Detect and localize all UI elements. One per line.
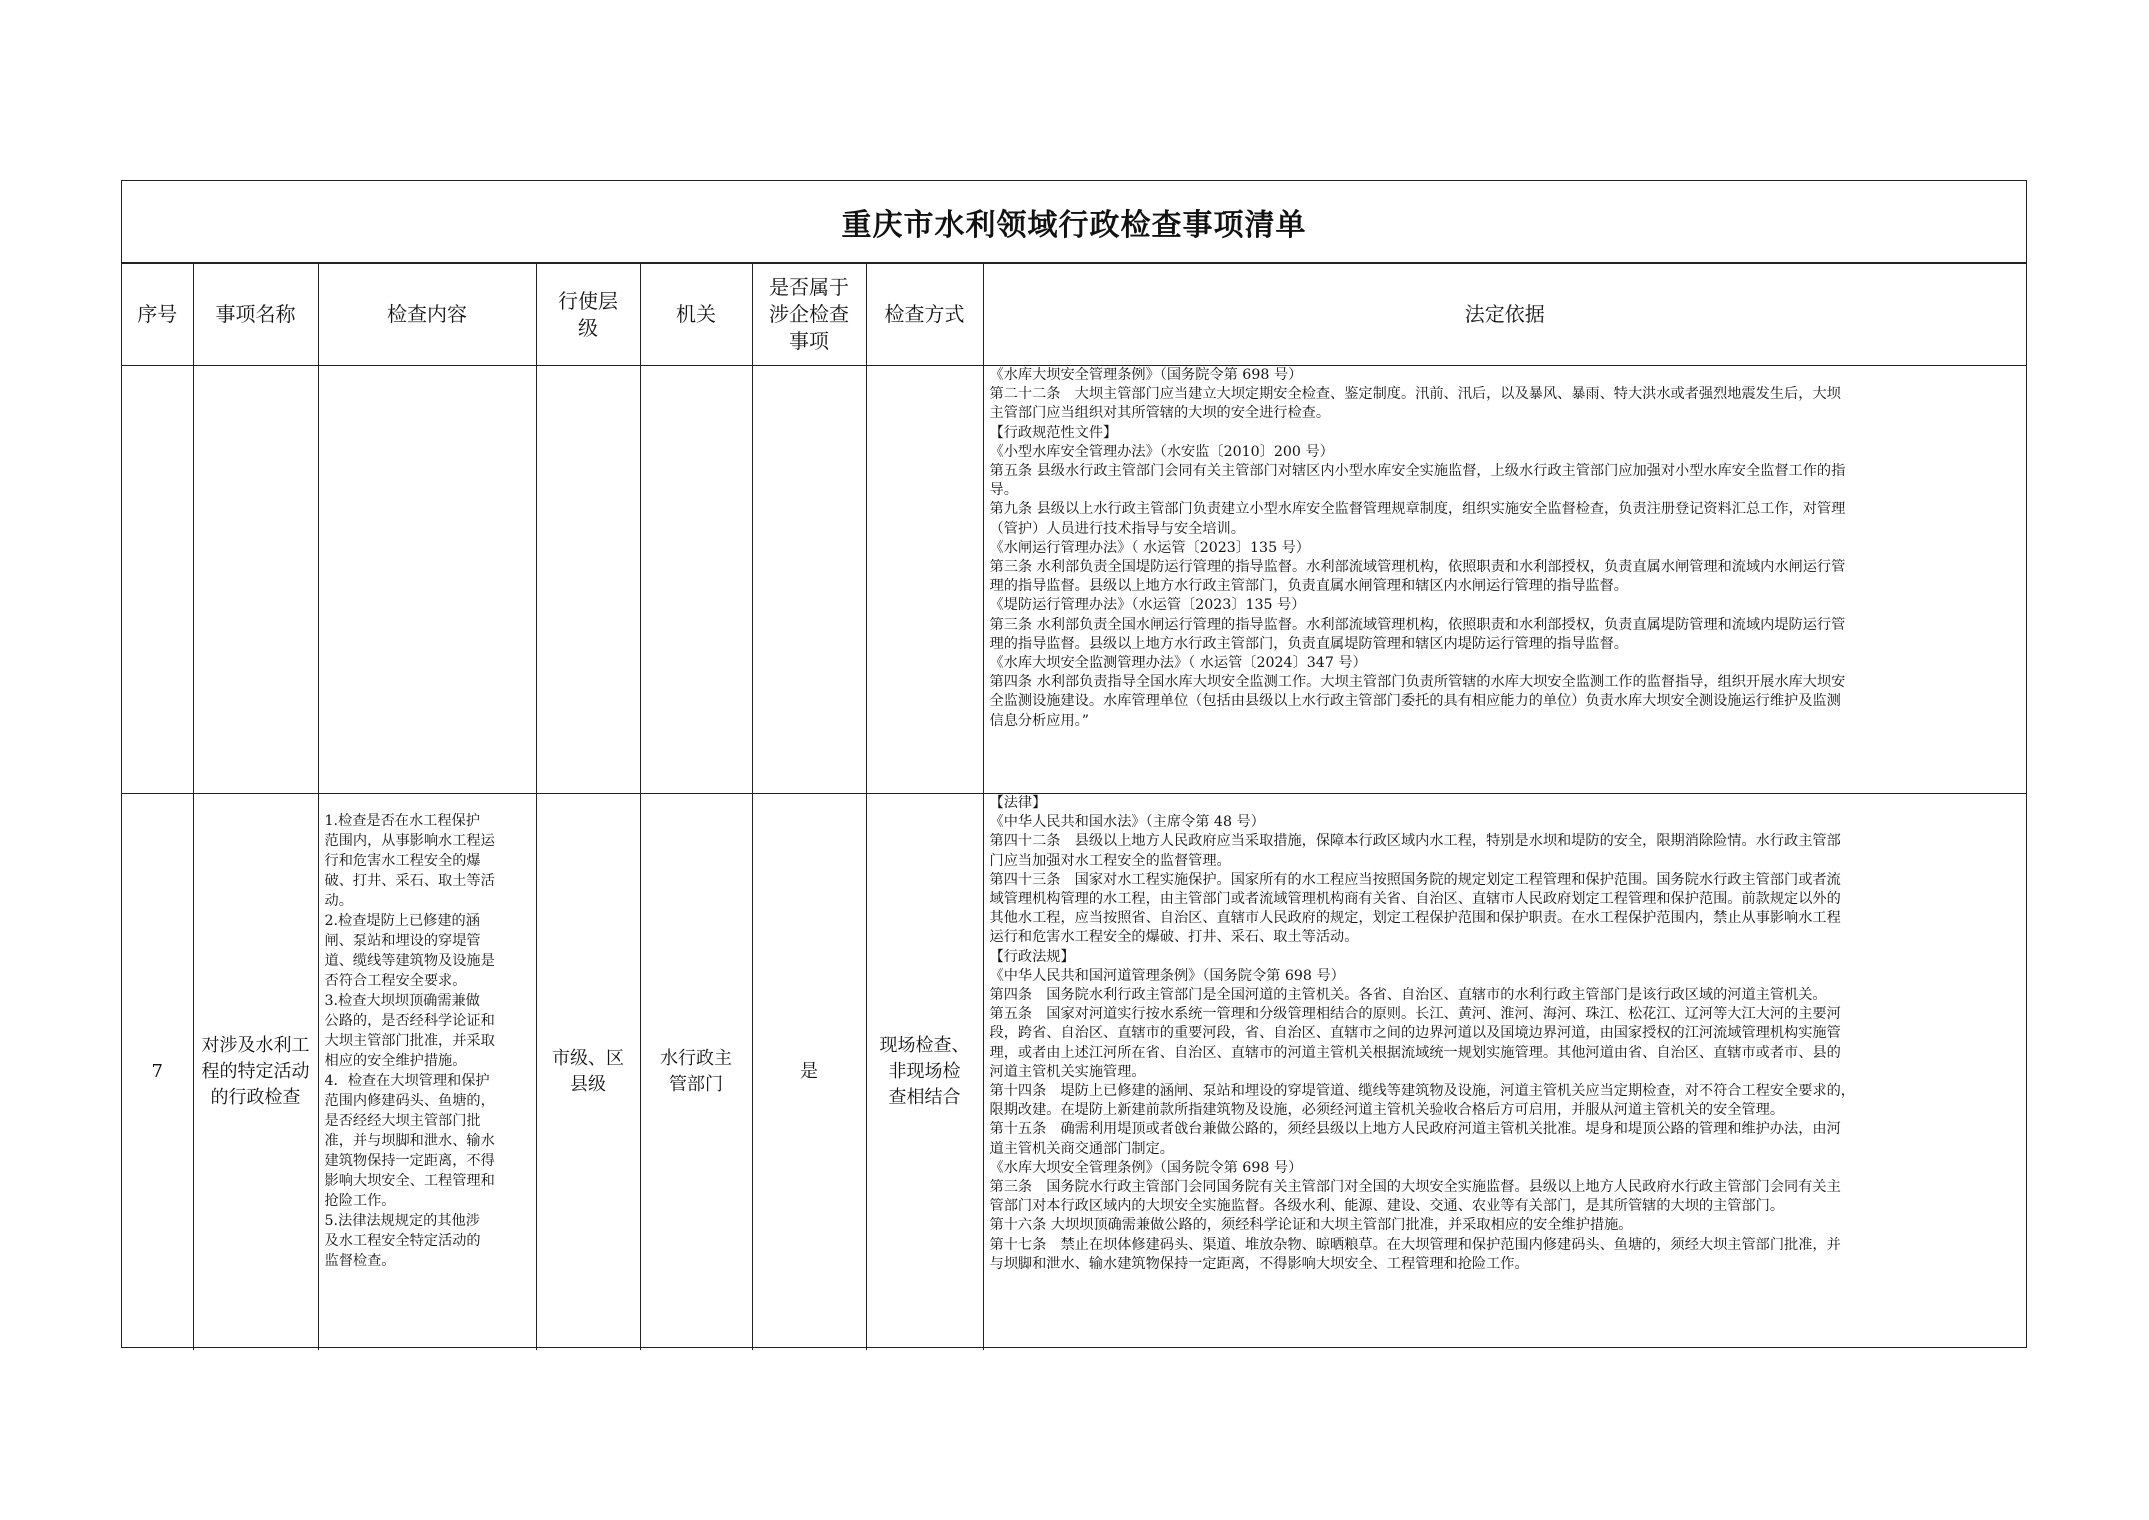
name-line: 程的特定活动 (201, 1060, 310, 1082)
content-line: 破、打井、采石、取土等活 (324, 873, 495, 889)
basis-line: 理的指导监督。县级以上地方水行政主管部门，负责直属堤防管理和辖区内堤防运行管理的指导监督。 (989, 635, 1628, 652)
header-level (536, 264, 640, 366)
basis-line: 第五条 国家对河道实行按水系统一管理和分级管理相结合的原则。长江、黄河、淮河、海河、珠江、松花江、辽河等大江大河的主要河 (989, 1006, 1841, 1023)
basis-line: 其他水工程，应当按照省、自治区、直辖市人民政府的规定，划定工程保护范围和保护职责。在水工程保护范围内，禁止从事影响水工程 (989, 910, 1841, 927)
basis-line: 《水库大坝安全管理条例》（国务院令第 698 号） (989, 367, 1303, 383)
basis-line: 第四条 水利部负责指导全国水库大坝安全监测工作。大坝主管部门负责所管辖的水库大坝安全监测工作的监督指导，组织开展水库大坝安 (989, 674, 1846, 691)
cell-legal-basis (983, 794, 2026, 1350)
header-item-name: 事项名称 (193, 264, 318, 366)
basis-line: 第四十三条 国家对水工程实施保护。国家所有的水工程应当按照国务院的规定划定工程管理和保护范围。国务院水行政主管部门或者流 (989, 871, 1841, 888)
content-line: 范围内修建码头、鱼塘的， (324, 1093, 495, 1109)
basis-line: 《水闸运行管理办法》（ 水运管〔2023〕135 号） (989, 539, 1310, 556)
basis-line: 【法律】 (989, 795, 1047, 811)
cell-number: 7 (122, 794, 193, 1350)
cell-agency (640, 794, 752, 1350)
basis-line: 第十四条 堤防上已修建的涵闸、泵站和埋设的穿堤管道、缆线等建筑物及设施，河道主管机关应当定期检查，对不符合工程安全要求的， (989, 1083, 1855, 1100)
content-line: 监督检查。 (324, 1253, 396, 1269)
cell-name (193, 366, 318, 794)
content-line: 及水工程安全特定活动的 (324, 1233, 481, 1249)
method-line: 查相结合 (888, 1086, 961, 1108)
basis-line: 第十五条 确需利用堤顶或者戗台兼做公路的，须经县级以上地方人民政府河道主管机关批准。堤身和堤顶公路的管理和维护办法，由河 (989, 1121, 1841, 1138)
content-line: 影响大坝安全、工程管理和 (324, 1173, 495, 1189)
cell-level (536, 794, 640, 1350)
content-line: 抢险工作。 (324, 1193, 396, 1209)
header-enterprise-line: 涉企检查 (769, 302, 849, 326)
header-content: 检查内容 (318, 264, 536, 366)
content-line: 3.检查大坝坝顶确需兼做 (324, 993, 480, 1009)
content-line: 范围内，从事影响水工程运 (324, 833, 495, 849)
header-enterprise-line: 是否属于 (769, 275, 849, 299)
basis-line: 《中华人民共和国水法》（主席令第 48 号） (989, 814, 1265, 831)
document-title: 重庆市水利领域行政检查事项清单 (122, 181, 2026, 263)
content-line: 道、缆线等建筑物及设施是 (324, 953, 495, 969)
basis-line: 《水库大坝安全监测管理办法》（ 水运管〔2024〕347 号） (989, 655, 1367, 672)
header-level-line: 级 (578, 315, 598, 340)
name-line: 对涉及水利工 (201, 1034, 310, 1056)
basis-line: 管部门对本行政区域内的大坝安全实施监督。各级水利、能源、建设、交通、农业等有关部门，是其所管辖的大坝的主管部门。 (989, 1198, 1785, 1215)
basis-line: 第十六条 大坝坝顶确需兼做公路的，须经科学论证和大坝主管部门批准，并采取相应的安全维护措施。 (989, 1217, 1633, 1234)
content-line: 否符合工程安全要求。 (324, 973, 467, 989)
basis-line: 全监测设施建设。水库管理单位（包括由县级以上水行政主管部门委托的具有相应能力的单位）负责水库大坝安全测设施运行维护及监测 (989, 693, 1841, 710)
content-line: 建筑物保持一定距离，不得 (324, 1153, 495, 1169)
cell-name (193, 794, 318, 1350)
content-line: 闸、泵站和埋设的穿堤管 (324, 933, 481, 949)
basis-line: 《堤防运行管理办法》（水运管〔2023〕135 号） (989, 597, 1306, 614)
basis-line: 第三条 水利部负责全国堤防运行管理的指导监督。水利部流域管理机构，依照职责和水利部授权，负责直属水闸管理和流域内水闸运行管 (989, 559, 1846, 576)
basis-line: （管护）人员进行技术指导与安全培训。 (989, 520, 1245, 537)
basis-line: 门应当加强对水工程安全的监督管理。 (989, 852, 1231, 869)
header-level-line: 行使层 (558, 288, 618, 313)
cell-number (122, 366, 193, 794)
basis-line: 第四十二条 县级以上地方人民政府应当采取措施，保障本行政区域内水工程，特别是水坝和堤防的安全，限期消除险情。水行政主管部 (989, 833, 1841, 850)
basis-line: 运行和危害水工程安全的爆破、打井、采石、取土等活动。 (989, 929, 1359, 946)
content-line: 1.检查是否在水工程保护 (324, 813, 480, 829)
cell-content (318, 366, 536, 794)
basis-line: 段，跨省、自治区、直辖市的重要河段，省、自治区、直辖市之间的边界河道以及国境边界河道，由国家授权的江河流域管理机构实施管 (989, 1025, 1841, 1042)
level-line: 市级、区 (552, 1047, 624, 1069)
basis-line: 第二十二条 大坝主管部门应当建立大坝定期安全检查、鉴定制度。汛前、汛后，以及暴风、暴雨、特大洪水或者强烈地震发生后，大坝 (989, 386, 1841, 403)
basis-line: 第十七条 禁止在坝体修建码头、渠道、堆放杂物、晾晒粮草。在大坝管理和保护范围内修建码头、鱼塘的，须经大坝主管部门批准，并 (989, 1236, 1841, 1253)
basis-line: 理的指导监督。县级以上地方水行政主管部门，负责直属水闸管理和辖区内水闸运行管理的指导监督。 (989, 578, 1628, 595)
header-legal-basis: 法定依据 (983, 264, 2026, 366)
method-line: 非现场检 (888, 1060, 961, 1082)
header-enterprise-line: 事项 (789, 329, 829, 353)
basis-line: 《中华人民共和国河道管理条例》（国务院令第 698 号） (989, 967, 1345, 984)
basis-line: 域管理机构管理的水工程，由主管部门或者流域管理机构商有关省、自治区、直辖市人民政府划定工程管理和保护范围。前款规定以外的 (989, 891, 1841, 908)
basis-line: 限期改建。在堤防上新建前款所指建筑物及设施，必须经河道主管机关验收合格后方可启用，并服从河道主管机关的安全管理。 (989, 1102, 1785, 1119)
basis-line: 【行政法规】 (989, 948, 1075, 965)
agency-line: 水行政主 (660, 1047, 732, 1069)
content-line: 大坝主管部门批准，并采取 (324, 1033, 495, 1049)
cell-agency (640, 366, 752, 794)
inspection-table (122, 263, 2026, 1350)
level-line: 县级 (570, 1073, 606, 1095)
basis-line: 第四条 国务院水利行政主管部门是全国河道的主管机关。各省、自治区、直辖市的水利行政主管部门是该行政区域的河道主管机关。 (989, 987, 1827, 1004)
cell-content (318, 794, 536, 1350)
content-line: 2.检查堤防上已修建的涵 (324, 913, 480, 929)
content-line: 动。 (324, 893, 353, 909)
basis-line: 主管部门应当组织对其所管辖的大坝的安全进行检查。 (989, 405, 1331, 422)
cell-enterprise (752, 366, 866, 794)
basis-line: 第五条 县级水行政主管部门会同有关主管部门对辖区内小型水库安全实施监督，上级水行政主管部门应加强对小型水库安全监督工作的指 (989, 463, 1846, 480)
name-line: 的行政检查 (210, 1086, 301, 1108)
content-line: 5.法律法规规定的其他涉 (324, 1213, 480, 1229)
basis-line: 【行政规范性文件】 (989, 424, 1118, 441)
header-enterprise (752, 264, 866, 366)
table-row-7 (122, 794, 2026, 1350)
basis-line: 第九条 县级以上水行政主管部门负责建立小型水库安全监督管理规章制度，组织实施安全监督检查，负责注册登记资料汇总工作，对管理 (989, 501, 1846, 518)
basis-line: 《水库大坝安全管理条例》（国务院令第 698 号） (989, 1159, 1303, 1176)
agency-line: 管部门 (669, 1073, 723, 1095)
basis-line: 理，或者由上述江河所在省、自治区、直辖市的河道主管机关根据流域统一规划实施管理。其他河道由省、自治区、直辖市或者市、县的 (989, 1044, 1841, 1061)
basis-line: 信息分析应用。” (989, 712, 1089, 729)
basis-line: 道主管机关商交通部门制定。 (989, 1140, 1174, 1157)
basis-line: 第三条 国务院水行政主管部门会同国务院有关主管部门对全国的大坝安全实施监督。县级以上地方人民政府水行政主管部门会同有关主 (989, 1179, 1841, 1196)
header-agency: 机关 (640, 264, 752, 366)
content-line: 4．检查在大坝管理和保护 (324, 1073, 490, 1089)
cell-level (536, 366, 640, 794)
cell-method (866, 794, 983, 1350)
cell-legal-basis (983, 366, 2026, 794)
table-row-continued (122, 366, 2026, 794)
basis-line: 第三条 水利部负责全国水闸运行管理的指导监督。水利部流域管理机构，依照职责和水利部授权，负责直属堤防管理和流域内堤防运行管 (989, 616, 1846, 633)
inspection-list-sheet (121, 180, 2027, 1348)
header-row (122, 264, 2026, 366)
cell-enterprise: 是 (752, 794, 866, 1350)
header-method: 检查方式 (866, 264, 983, 366)
method-line: 现场检查、 (879, 1034, 970, 1056)
cell-method (866, 366, 983, 794)
basis-line: 与坝脚和泄水、输水建筑物保持一定距离，不得影响大坝安全、工程管理和抢险工作。 (989, 1255, 1529, 1272)
content-line: 准，并与坝脚和泄水、输水 (324, 1133, 495, 1149)
content-line: 公路的，是否经科学论证和 (324, 1013, 495, 1029)
content-line: 相应的安全维护措施。 (324, 1053, 467, 1069)
header-number: 序号 (122, 264, 193, 366)
basis-line: 《小型水库安全管理办法》（水安监〔2010〕200 号） (989, 443, 1334, 460)
content-line: 是否经经大坝主管部门批 (324, 1113, 481, 1129)
content-line: 行和危害水工程安全的爆 (324, 853, 481, 869)
basis-line: 导。 (989, 482, 1018, 499)
basis-line: 河道主管机关实施管理。 (989, 1063, 1146, 1080)
